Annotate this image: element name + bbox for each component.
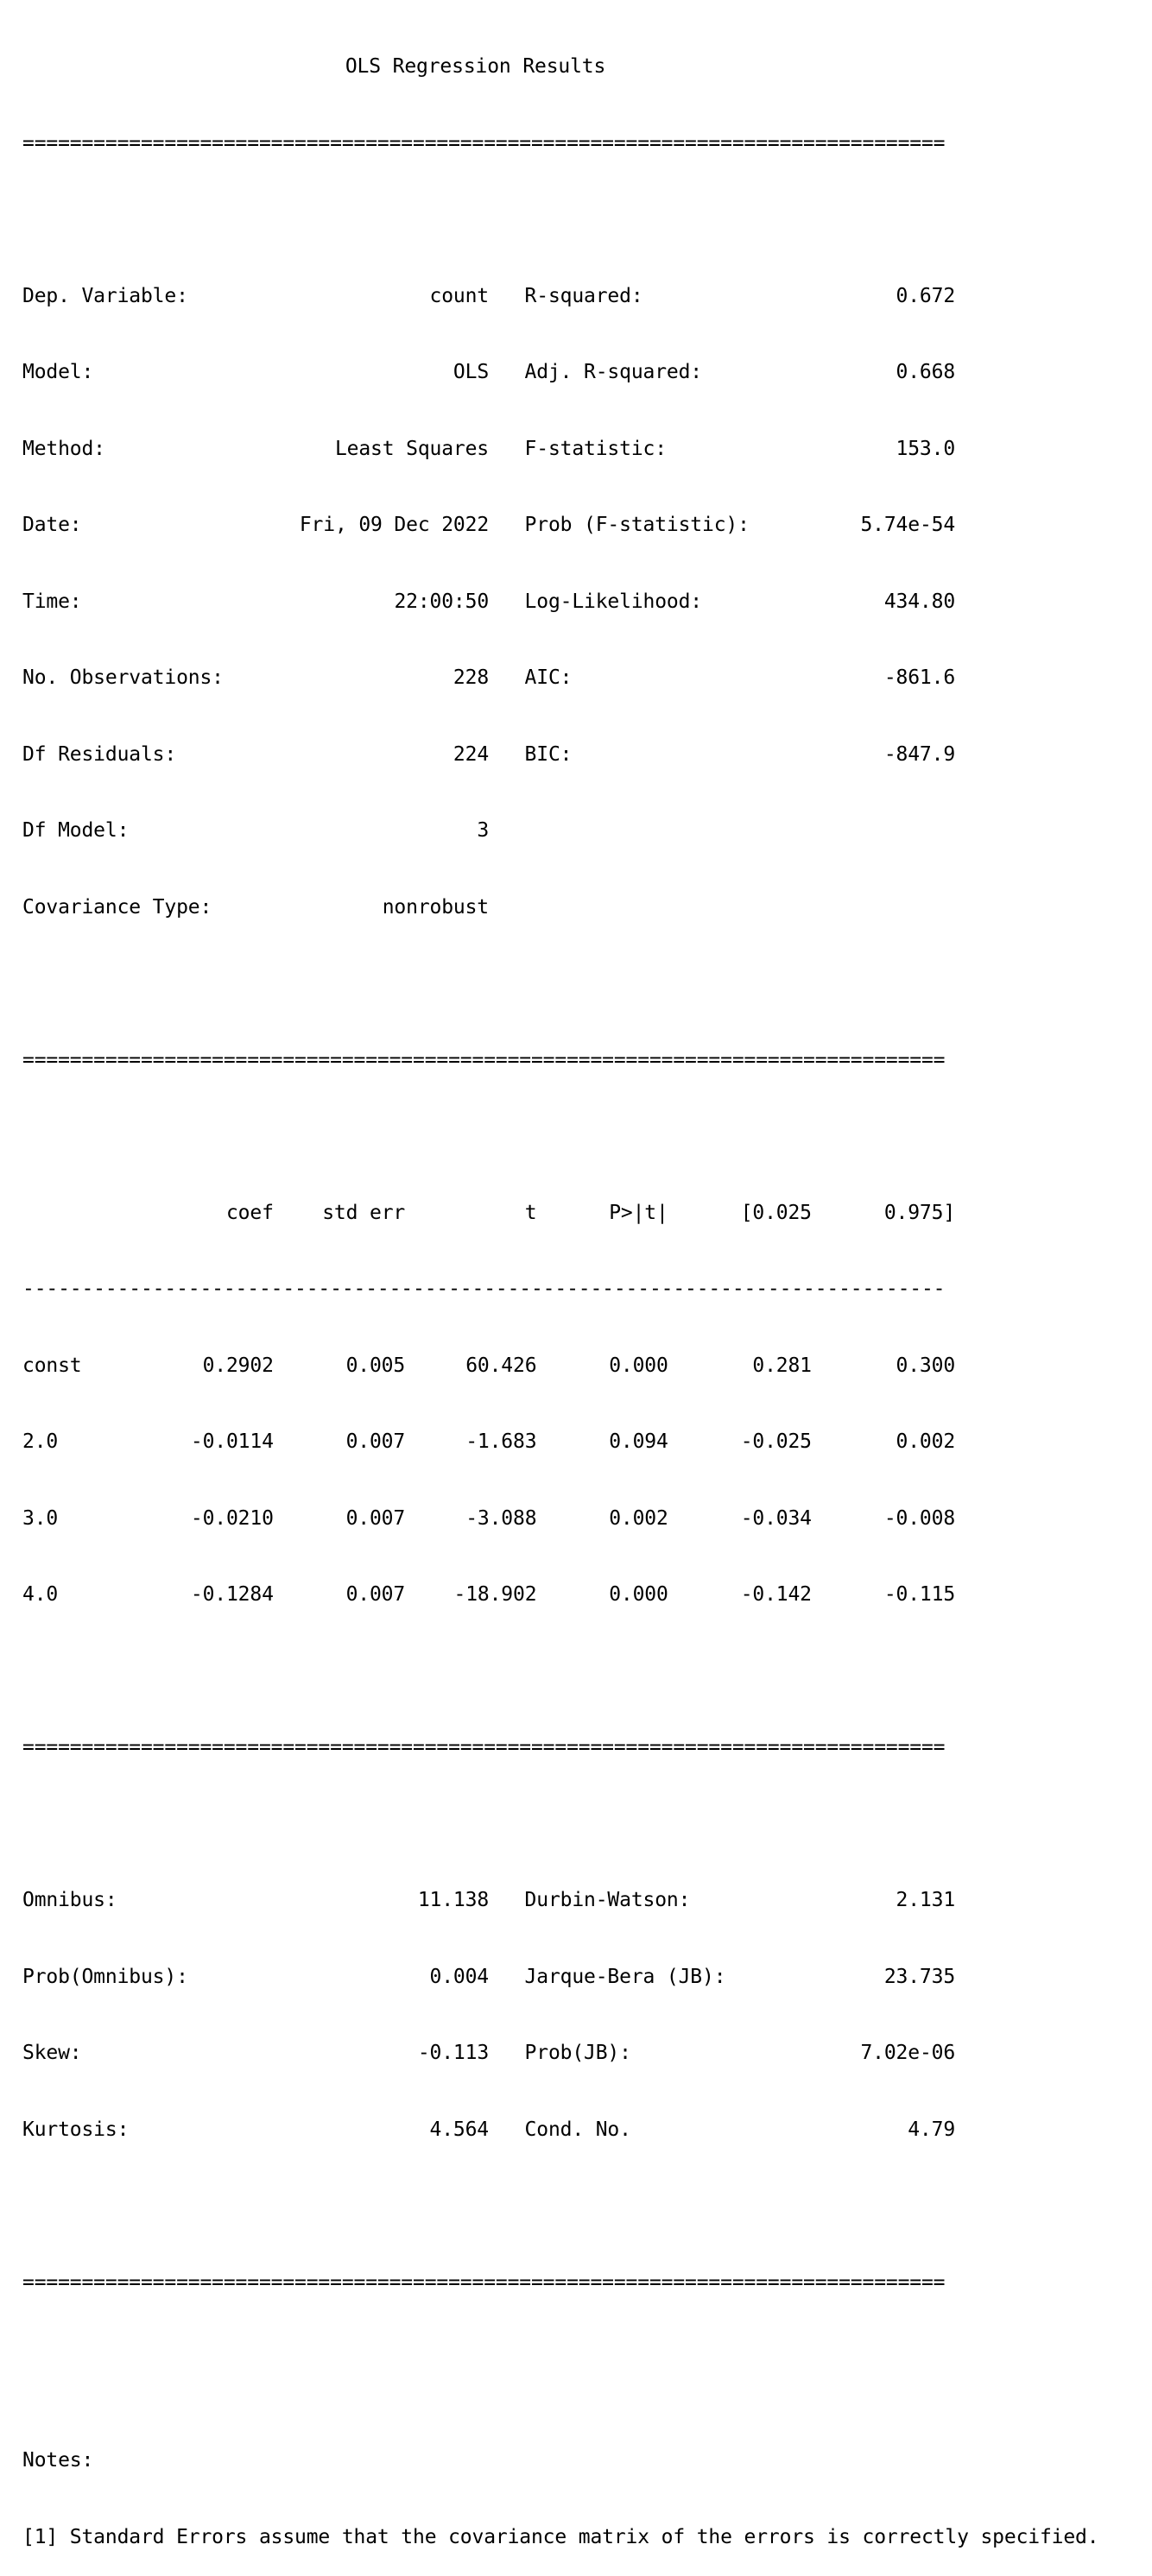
stat-label: Prob(Omnibus): (22, 1965, 188, 1988)
stat-label: Log-Likelihood: (524, 590, 703, 613)
coef-cell: 60.426 (465, 1354, 537, 1377)
title-line (22, 54, 1098, 80)
coef-header-cell: t (524, 1201, 537, 1224)
stat-label: Kurtosis: (22, 2118, 130, 2141)
top-stat-row (22, 437, 1098, 463)
stat-label: Durbin-Watson: (524, 1889, 691, 1911)
coefficient-table (22, 1150, 1098, 1659)
stat-value: -847.9 (883, 742, 956, 766)
coef-term: 3.0 (22, 1506, 59, 1530)
stat-label: BIC: (524, 742, 573, 766)
coef-row (22, 1354, 1098, 1380)
coef-header-cell: P>|t| (609, 1201, 668, 1224)
stat-label: Dep. Variable: (22, 284, 188, 307)
stat-value: 3 (477, 819, 490, 842)
coef-cell: 0.300 (896, 1354, 956, 1377)
stat-label: Prob (F-statistic): (524, 514, 750, 536)
bottom-stats-table (22, 1837, 1098, 2194)
note-item: [1] Standard Errors assume that the covariance matrix of the errors is correctly specified. (22, 2525, 1099, 2548)
coef-header-row (22, 1201, 1098, 1227)
stat-value: 0.668 (896, 361, 956, 383)
top-stat-row (22, 742, 1098, 768)
coef-cell: 0.281 (752, 1354, 812, 1377)
stat-label: Time: (22, 590, 82, 613)
stat-value: Least Squares (334, 437, 490, 460)
stat-label: Skew: (22, 2042, 82, 2064)
stat-label: Df Model: (22, 819, 130, 842)
coef-cell: -0.142 (740, 1583, 812, 1606)
coef-cell: 0.000 (609, 1354, 668, 1377)
coef-cell: 0.002 (609, 1506, 668, 1530)
double-rule: ============================================================================== (22, 1736, 946, 1758)
bottom-stat-row (22, 1965, 1098, 1991)
stat-label: Jarque-Bera (JB): (524, 1965, 726, 1988)
top-stat-row (22, 360, 1098, 386)
stat-label: Omnibus: (22, 1889, 117, 1911)
single-rule: ------------------------------------------------------------------------------ (22, 1278, 946, 1300)
stat-label: Covariance Type: (22, 895, 212, 919)
coef-cell: -0.0114 (190, 1430, 274, 1453)
stat-value: OLS (453, 361, 490, 383)
bottom-stat-row (22, 2041, 1098, 2067)
coef-cell: 0.094 (609, 1430, 668, 1453)
stat-value: 2.131 (896, 1889, 956, 1911)
bottom-stat-row (22, 1888, 1098, 1914)
top-stat-row (22, 284, 1098, 310)
coef-cell: -0.034 (740, 1506, 812, 1530)
coef-cell: -3.088 (465, 1506, 537, 1530)
stat-label: Adj. R-squared: (524, 361, 703, 383)
stat-value: nonrobust (382, 895, 490, 919)
coef-cell: 0.005 (345, 1354, 406, 1377)
double-rule: ============================================================================== (22, 1048, 946, 1071)
coef-row (22, 1506, 1098, 1532)
stat-label: Method: (22, 437, 105, 460)
coef-term: 4.0 (22, 1583, 59, 1606)
coef-header-cell: [0.025 (740, 1201, 812, 1224)
coef-cell: -0.008 (883, 1506, 956, 1530)
coef-term: const (22, 1354, 82, 1377)
coef-header-cell: 0.975] (883, 1201, 956, 1224)
stat-label: Cond. No. (524, 2118, 631, 2141)
bottom-stat-row (22, 2118, 1098, 2144)
stat-value: 228 (453, 666, 490, 689)
coef-cell: 0.002 (896, 1430, 956, 1453)
coef-cell: -0.1284 (190, 1583, 274, 1606)
coef-row (22, 1582, 1098, 1608)
stat-label: Model: (22, 361, 94, 383)
stat-value: -0.113 (417, 2042, 490, 2064)
coef-cell: 0.000 (609, 1583, 668, 1606)
ols-summary (22, 3, 1098, 2576)
stat-value: 224 (453, 742, 490, 766)
double-rule: ============================================================================== (22, 131, 946, 155)
stat-value: 7.02e-06 (860, 2042, 956, 2064)
stat-value: -861.6 (883, 666, 956, 689)
double-rule: ============================================================================== (22, 2270, 946, 2294)
stat-value: 434.80 (883, 590, 956, 613)
top-stat-row (22, 590, 1098, 616)
stat-value: count (429, 284, 490, 307)
blank-line (22, 2372, 1098, 2398)
stat-label: No. Observations: (22, 666, 224, 689)
stat-label: Prob(JB): (524, 2042, 631, 2064)
coef-cell: 0.007 (345, 1506, 406, 1530)
stat-value: 0.672 (896, 284, 956, 307)
coef-cell: -0.025 (740, 1430, 812, 1453)
top-stat-row (22, 513, 1098, 539)
coef-cell: 0.2902 (202, 1354, 274, 1377)
stat-value: 23.735 (883, 1965, 956, 1988)
stat-value: 22:00:50 (394, 590, 490, 613)
stat-label: AIC: (524, 666, 573, 689)
coef-row (22, 1430, 1098, 1455)
coef-header-cell: coef (225, 1201, 274, 1224)
top-stat-row (22, 895, 1098, 921)
stat-value: 153.0 (896, 437, 956, 460)
notes-heading: Notes: (22, 2449, 94, 2472)
coef-cell: -18.902 (453, 1583, 537, 1606)
coef-cell: 0.007 (345, 1430, 406, 1453)
stat-value: 0.004 (429, 1965, 490, 1988)
stat-label: F-statistic: (524, 437, 667, 460)
coef-cell: -1.683 (465, 1430, 537, 1453)
stat-label: Df Residuals: (22, 742, 177, 766)
stat-value: Fri, 09 Dec 2022 (299, 514, 490, 536)
stat-label: Date: (22, 514, 82, 536)
top-stat-row (22, 818, 1098, 844)
top-stats-table (22, 233, 1098, 972)
stat-value: 5.74e-54 (860, 514, 956, 536)
summary-title: OLS Regression Results (345, 55, 606, 78)
stat-value: 4.564 (429, 2118, 490, 2141)
top-stat-row (22, 666, 1098, 691)
coef-term: 2.0 (22, 1430, 59, 1453)
coef-header-cell: std err (322, 1201, 406, 1224)
coef-cell: 0.007 (345, 1583, 406, 1606)
stat-label: R-squared: (524, 284, 643, 307)
stat-value: 4.79 (908, 2118, 956, 2141)
coef-cell: -0.0210 (190, 1506, 274, 1530)
stat-value: 11.138 (417, 1889, 490, 1911)
coef-cell: -0.115 (883, 1583, 956, 1606)
